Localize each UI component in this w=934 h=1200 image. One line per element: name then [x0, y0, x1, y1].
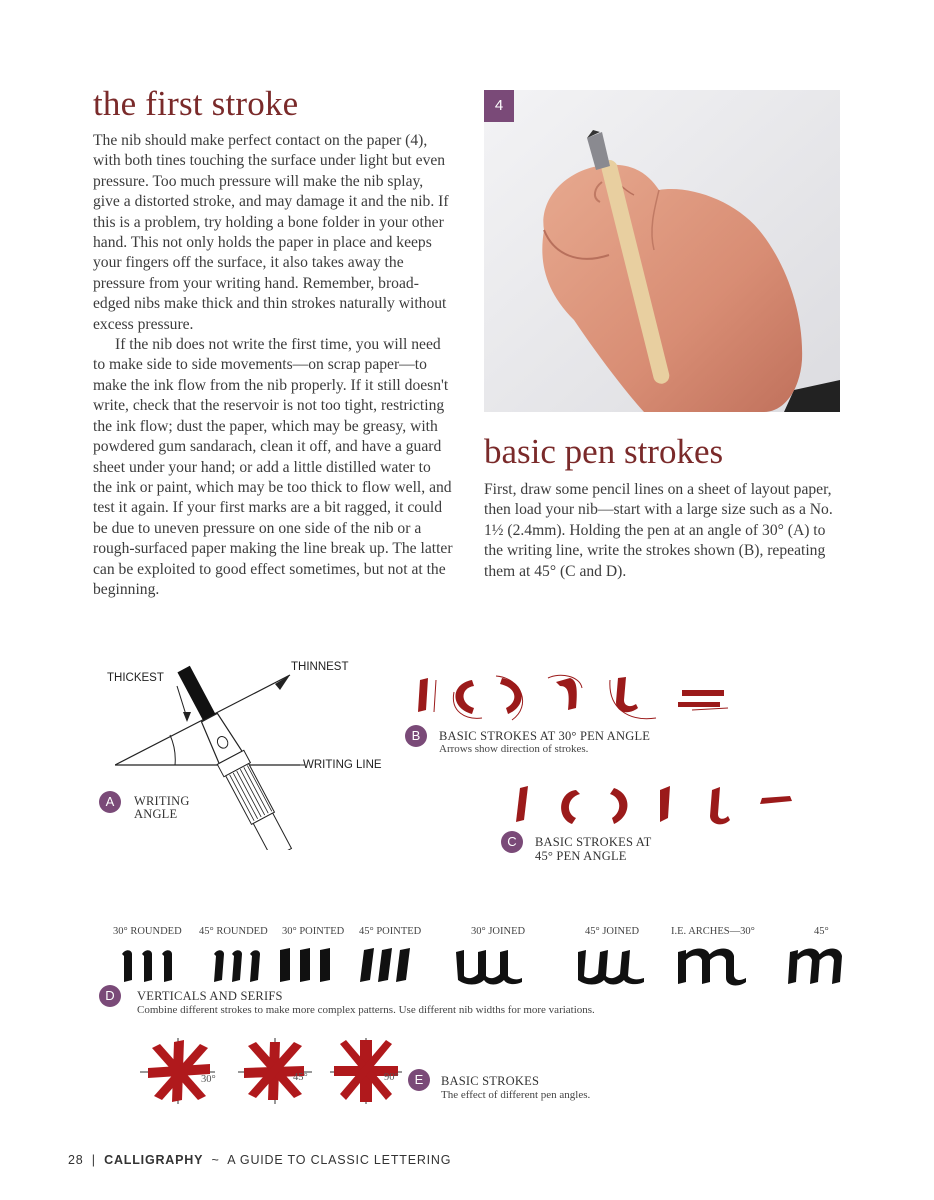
section-title-basic-pen-strokes: basic pen strokes — [484, 432, 724, 471]
sample-30-rounded — [122, 950, 172, 982]
angle-label-45: 45° — [293, 1072, 308, 1083]
stroke-b-2 — [456, 680, 475, 714]
basic-strokes-body — [484, 480, 846, 582]
page-footer — [68, 1153, 451, 1167]
label-d-7: I.E. ARCHES—30° — [671, 926, 755, 937]
label-d-5: 30° JOINED — [471, 926, 526, 937]
hand-holding-pen-photo — [484, 90, 840, 412]
pen-nib-drawing — [170, 662, 295, 850]
caption-b-title: BASIC STROKES AT 30° PEN ANGLE — [439, 729, 651, 743]
sample-45-pointed — [360, 948, 410, 982]
caption-a-line1: WRITING — [134, 794, 190, 808]
section-title-first-stroke: the first stroke — [93, 84, 299, 123]
book-title: CALLIGRAPHY — [104, 1153, 204, 1167]
stroke-b-3 — [500, 678, 522, 714]
book-subtitle: A GUIDE TO CLASSIC LETTERING — [227, 1153, 452, 1167]
stroke-b-4 — [556, 678, 577, 710]
label-writing-line: WRITING LINE — [303, 759, 382, 771]
footer-separator: | — [91, 1153, 96, 1167]
caption-a — [134, 795, 190, 821]
badge-a: A — [99, 791, 121, 813]
first-stroke-paragraph-1: The nib should make perfect contact on the paper (4), with both tines touching the surface under light but even pressure. Too much pressure will make the nib splay, give a distorted stroke, and may damage it and the nib. If this is a problem, try holding a bone folder in your other hand. This not only holds the paper in place and keeps your fingers off the surface, it also takes away the pressure from your writing hand. Remember, broad-edged nibs make thick and thin strokes naturally without excess pressure. — [93, 132, 449, 333]
label-thinnest: THINNEST — [291, 661, 349, 673]
photo-number-badge: 4 — [484, 90, 514, 122]
star-90 — [334, 1040, 398, 1102]
caption-e-sub: The effect of different pen angles. — [441, 1089, 591, 1101]
label-d-4: 45° POINTED — [359, 926, 422, 937]
pen-angle-diagram — [115, 660, 395, 850]
caption-d-sub: Combine different strokes to make more complex patterns. Use different nib widths for more variations. — [137, 1004, 595, 1016]
caption-c-line2: 45° PEN ANGLE — [535, 848, 627, 863]
first-stroke-paragraph-2: If the nib does not write the first time, you will need to make side to side movements—on scrap paper—to make the ink flow from the nib properly. If it still doesn't write, check that the reservoir is not too tight, restricting the ink flow; dust the paper, which may be greasy, with powdered gum sandarach, clean it off, and have a guard sheet under your hand; or add a little distilled water to the ink or paint, which may be too thick to flow well, and test it again. If your first marks are a bit ragged, it could be due to uneven pressure on one side of the nib or a rough-surfaced paper making the line break up. The latter can be exploited to good effect sometimes, but not at the beginning. — [93, 336, 453, 598]
star-30 — [148, 1040, 210, 1102]
stroke-c-6 — [760, 796, 792, 804]
angle-line — [115, 675, 290, 765]
stroke-c-3 — [610, 788, 628, 824]
hand-illustration — [484, 90, 840, 412]
caption-d-title: VERTICALS AND SERIFS — [137, 989, 283, 1003]
basic-strokes-angles — [140, 1038, 410, 1106]
label-d-3: 30° POINTED — [282, 926, 345, 937]
stroke-c-1 — [516, 786, 528, 822]
basic-strokes-paragraph: First, draw some pencil lines on a sheet of layout paper, then load your nib—start with a large size such as a No. 1½ (2.4mm). Holding the pen at an angle of 30° (A) to the writing line, write the strokes shown (B), repeating them at 45° (C and D). — [484, 481, 833, 580]
badge-b: B — [405, 725, 427, 747]
label-thickest: THICKEST — [107, 672, 164, 684]
caption-a-line2: ANGLE — [134, 807, 178, 821]
sample-45-rounded — [214, 950, 260, 982]
label-d-6: 45° JOINED — [585, 926, 640, 937]
stroke-b-7 — [678, 702, 720, 707]
label-d-2: 45° ROUNDED — [199, 926, 268, 937]
badge-e: E — [408, 1069, 430, 1091]
caption-c-line1: BASIC STROKES AT — [535, 835, 652, 849]
sample-30-joined — [456, 950, 522, 985]
strokes-30-degree — [410, 668, 740, 728]
stroke-b-1 — [418, 678, 428, 712]
stroke-b-6 — [682, 690, 724, 696]
stroke-c-5 — [710, 787, 730, 824]
stroke-c-2 — [561, 790, 580, 824]
page-number: 28 — [68, 1153, 84, 1167]
sample-45-joined — [578, 950, 644, 985]
strokes-45-degree — [510, 780, 800, 830]
caption-b-sub: Arrows show direction of strokes. — [439, 743, 589, 755]
badge-d: D — [99, 985, 121, 1007]
label-d-1: 30° ROUNDED — [113, 926, 182, 937]
caption-e-title: BASIC STROKES — [441, 1074, 540, 1088]
caption-c — [535, 836, 651, 863]
sample-arches-45 — [788, 949, 842, 985]
star-45 — [244, 1042, 304, 1100]
verticals-and-serifs-samples — [118, 942, 848, 987]
angle-label-90: 90° — [384, 1072, 399, 1083]
label-d-8: 45° — [814, 926, 829, 937]
footer-tilde: ~ — [211, 1153, 220, 1167]
badge-c: C — [501, 831, 523, 853]
angle-label-30: 30° — [201, 1074, 216, 1085]
stroke-b-5 — [616, 677, 638, 712]
sample-arches-30 — [678, 949, 746, 986]
stroke-c-4 — [660, 786, 670, 822]
sample-30-pointed — [280, 948, 330, 982]
first-stroke-body — [93, 131, 453, 600]
